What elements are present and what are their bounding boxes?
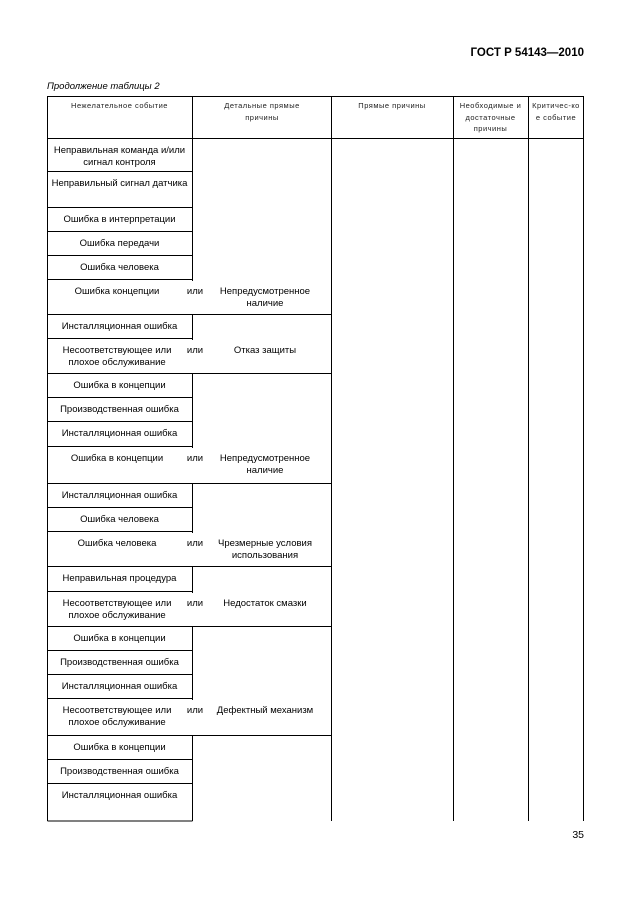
direct-cause-cell: Непредусмотренное наличие — [219, 453, 311, 476]
event-cell: Ошибка в концепции — [73, 633, 166, 644]
or-label: или — [186, 453, 204, 464]
or-label: или — [186, 705, 204, 716]
direct-cause-cell: Отказ защиты — [233, 345, 297, 356]
event-cell: Инсталляционная ошибка — [61, 681, 178, 692]
event-cell: Производственная ошибка — [60, 766, 179, 777]
event-cell: Инсталляционная ошибка — [61, 790, 178, 801]
event-cell: Производственная ошибка — [60, 657, 179, 668]
event-cell: Ошибка человека — [77, 538, 157, 549]
event-cell: Ошибка передачи — [79, 238, 160, 249]
event-cell: Производственная ошибка — [60, 404, 179, 415]
header-col1: Нежелательное событие — [71, 101, 168, 110]
event-cell: Инсталляционная ошибка — [61, 321, 178, 332]
event-cell: Ошибка человека — [80, 262, 159, 273]
table-caption: Продолжение таблицы 2 — [47, 81, 160, 92]
event-cell: Несоответствующее или плохое обслуживание — [62, 345, 172, 368]
event-cell: Ошибка концепции — [74, 286, 160, 297]
direct-cause-cell: Недостаток смазки — [223, 598, 307, 609]
or-label: или — [186, 345, 204, 356]
header-col5: Критичес-кое событие — [532, 101, 580, 122]
event-cell: Инсталляционная ошибка — [61, 428, 178, 439]
page-number: 35 — [572, 829, 584, 841]
event-cell: Ошибка в концепции — [70, 453, 164, 464]
event-cell: Неправильная процедура — [62, 573, 177, 584]
event-cell: Ошибка человека — [80, 514, 159, 525]
direct-cause-cell: Дефектный механизм — [216, 705, 314, 716]
event-cell: Ошибка в концепции — [73, 742, 166, 753]
header-col3: Прямые причины — [358, 101, 426, 110]
event-cell: Несоответствующее или плохое обслуживание — [62, 705, 172, 728]
event-cell: Инсталляционная ошибка — [61, 490, 178, 501]
document-number: ГОСТ Р 54143—2010 — [470, 47, 584, 59]
or-label: или — [186, 598, 204, 609]
event-cell: Неправильный сигнал датчика — [51, 178, 188, 189]
event-cell: Ошибка в концепции — [73, 380, 166, 391]
event-cell: Ошибка в интерпретации — [63, 214, 176, 225]
header-col4: Необходимые и достаточные причины — [459, 101, 522, 133]
header-col2: Детальные прямые причины — [224, 101, 300, 122]
direct-cause-cell: Чрезмерные условия использования — [218, 538, 312, 561]
event-cell: Неправильная команда и/или сигнал контроля — [53, 145, 186, 168]
or-label: или — [186, 286, 204, 297]
event-cell: Несоответствующее или плохое обслуживание — [62, 598, 172, 621]
direct-cause-cell: Непредусмотренное наличие — [219, 286, 311, 309]
or-label: или — [186, 538, 204, 549]
